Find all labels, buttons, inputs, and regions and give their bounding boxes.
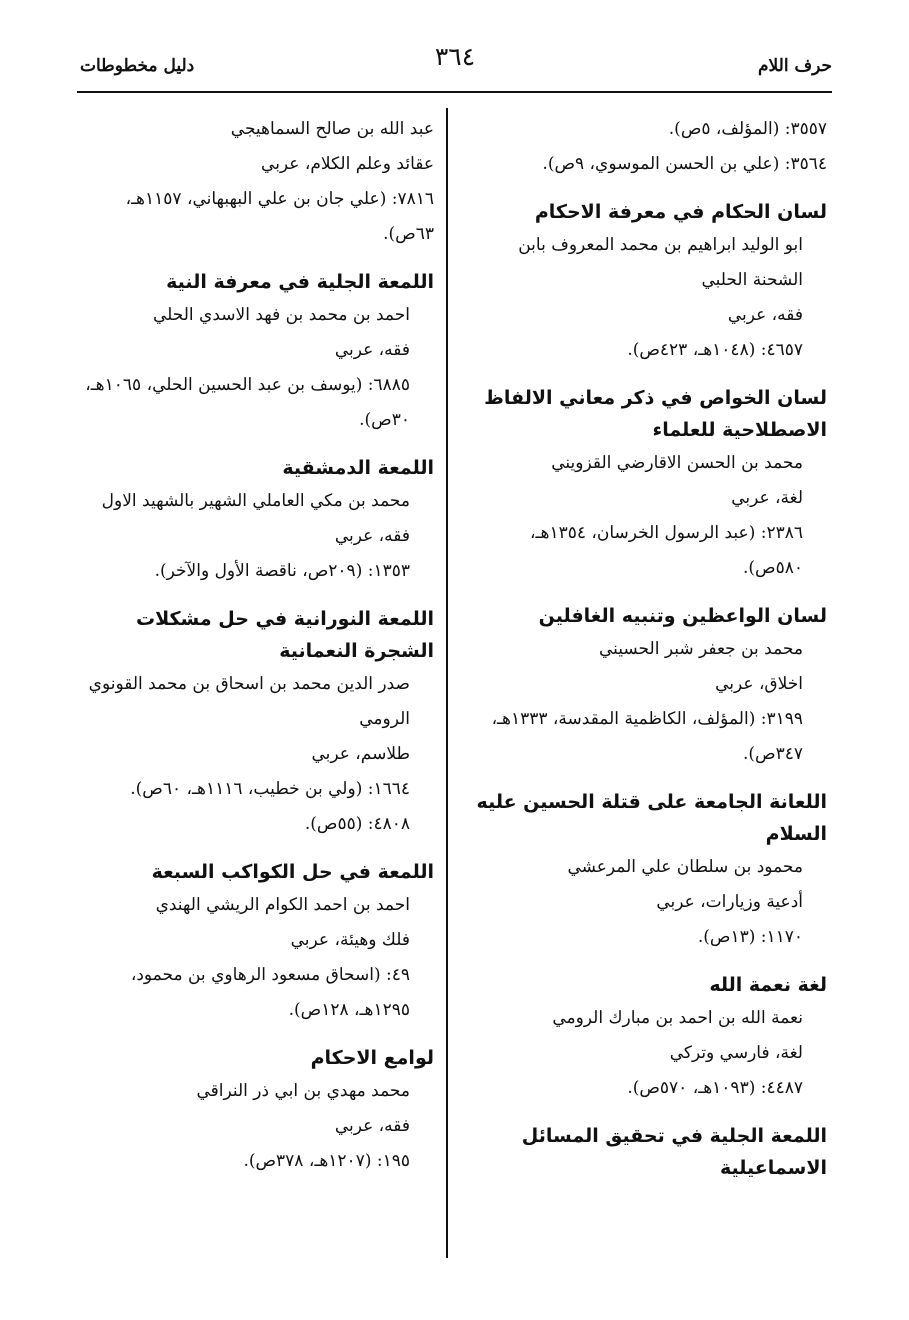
entry-line: ٤٩: (اسحاق مسعود الرهاوي بن محمود، ١٢٩٥هـ، ١٢٨ص). xyxy=(130,965,410,1020)
entry-title: لسان الواعظين وتنبيه الغافلين xyxy=(538,605,827,627)
entry-line: طلاسم، عربي xyxy=(311,744,410,764)
entry-line: ٣٥٥٧: (المؤلف، ٥ص). xyxy=(668,119,827,139)
entry-line: اخلاق، عربي xyxy=(715,674,803,694)
entry-line: ٤٨٠٨: (٥٥ص). xyxy=(304,814,410,834)
entry-line: ١٩٥: (١٢٠٧هـ، ٣٧٨ص). xyxy=(243,1151,410,1171)
entry-line: محمد بن مكي العاملي الشهير بالشهيد الاول xyxy=(101,491,410,511)
catalog-entry xyxy=(74,856,434,1028)
catalog-entry xyxy=(74,112,434,252)
entry-line: عقائد وعلم الكلام، عربي xyxy=(261,154,434,174)
book-title: دليل مخطوطات xyxy=(80,56,195,76)
entry-line: ٤٤٨٧: (١٠٩٣هـ، ٥٧٠ص). xyxy=(627,1078,803,1098)
catalog-entry xyxy=(472,196,827,368)
catalog-entry xyxy=(74,266,434,438)
entry-line: محمود بن سلطان علي المرعشي xyxy=(567,857,803,877)
entry-line: ٣١٩٩: (المؤلف، الكاظمية المقدسة، ١٣٣٣هـ، ٣٤٧ص). xyxy=(491,709,803,764)
entry-line: لغة، عربي xyxy=(731,488,803,508)
entry-line: عبد الله بن صالح السماهيجي xyxy=(230,119,434,139)
entry-line: ١٣٥٣: (٢٠٩ص، ناقصة الأول والآخر). xyxy=(154,561,410,581)
catalog-entry xyxy=(472,382,827,586)
entry-line: ابو الوليد ابراهيم بن محمد المعروف بابن الشحنة الحلبي xyxy=(518,235,803,290)
entry-line: ٦٨٨٥: (يوسف بن عبد الحسين الحلي، ١٠٦٥هـ، ٣٠ص). xyxy=(85,375,410,430)
section-title: حرف اللام xyxy=(757,56,832,76)
entry-line: فلك وهيئة، عربي xyxy=(290,930,410,950)
page-number: ٣٦٤ xyxy=(434,42,476,71)
entry-title: لسان الحكام في معرفة الاحكام xyxy=(534,201,827,223)
header-rule xyxy=(77,91,832,93)
entry-line: ١٦٦٤: (ولي بن خطيب، ١١١٦هـ، ٦٠ص). xyxy=(130,779,410,799)
entry-title: اللعانة الجامعة على قتلة الحسين عليه السلام xyxy=(476,791,827,845)
entry-title: اللمعة في حل الكواكب السبعة xyxy=(151,861,434,883)
entry-line: محمد بن جعفر شبر الحسيني xyxy=(598,639,803,659)
page-header xyxy=(0,0,909,95)
entry-line: أدعية وزيارات، عربي xyxy=(656,892,803,912)
column-divider xyxy=(446,108,448,1258)
catalog-entry xyxy=(472,786,827,955)
entry-line: ٣٥٦٤: (علي بن الحسن الموسوي، ٩ص). xyxy=(542,154,827,174)
entry-title: لغة نعمة الله xyxy=(709,974,827,996)
catalog-entry xyxy=(472,112,827,182)
entry-title: اللمعة النورانية في حل مشكلات الشجرة النعمانية xyxy=(135,608,434,662)
catalog-entry xyxy=(472,600,827,772)
catalog-entry xyxy=(472,969,827,1106)
entry-line: ١١٧٠: (١٣ص). xyxy=(697,927,803,947)
entry-line: محمد مهدي بن ابي ذر النراقي xyxy=(196,1081,410,1101)
entry-title: لوامع الاحكام xyxy=(310,1047,434,1069)
entry-line: صدر الدين محمد بن اسحاق بن محمد القونوي الرومي xyxy=(88,674,410,729)
entry-line: احمد بن محمد بن فهد الاسدي الحلي xyxy=(152,305,410,325)
entry-line: نعمة الله بن احمد بن مبارك الرومي xyxy=(552,1008,803,1028)
left-column xyxy=(74,112,434,1193)
catalog-entry xyxy=(74,603,434,842)
entry-line: فقه، عربي xyxy=(334,1116,410,1136)
entry-line: ٢٣٨٦: (عبد الرسول الخرسان، ١٣٥٤هـ، ٥٨٠ص). xyxy=(530,523,803,578)
catalog-entry xyxy=(74,452,434,589)
entry-line: محمد بن الحسن الاقارضي القزويني xyxy=(551,453,803,473)
entry-line: احمد بن احمد الكوام الريشي الهندي xyxy=(155,895,410,915)
entry-title: اللمعة الجلية في تحقيق المسائل الاسماعيلية xyxy=(521,1125,827,1179)
catalog-entry xyxy=(74,1042,434,1179)
entry-title: اللمعة الدمشقية xyxy=(282,457,434,479)
entry-line: فقه، عربي xyxy=(727,305,803,325)
right-column xyxy=(472,112,827,1198)
entry-line: لغة، فارسي وتركي xyxy=(669,1043,803,1063)
entry-line: ٤٦٥٧: (١٠٤٨هـ، ٤٢٣ص). xyxy=(627,340,803,360)
catalog-entry xyxy=(472,1120,827,1184)
entry-line: فقه، عربي xyxy=(334,526,410,546)
entry-line: فقه، عربي xyxy=(334,340,410,360)
entry-title: لسان الخواص في ذكر معاني الالفاظ الاصطلاحية للعلماء xyxy=(484,387,827,441)
entry-title: اللمعة الجلية في معرفة النية xyxy=(166,271,434,293)
entry-line: ٧٨١٦: (علي جان بن علي البهبهاني، ١١٥٧هـ، ٦٣ص). xyxy=(125,189,434,244)
